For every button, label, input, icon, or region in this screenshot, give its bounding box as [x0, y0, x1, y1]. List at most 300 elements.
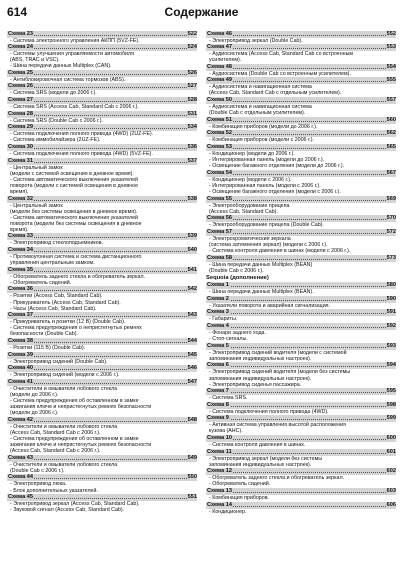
- toc-entry-name: Схема 14: [207, 501, 232, 508]
- toc-entry-item: - Системы улучшения управляемости автомобиля: [10, 51, 134, 58]
- dot-leader: [9, 128, 187, 129]
- toc-entry-name: Схема 45: [8, 494, 33, 501]
- toc-entry-header: [206, 77, 396, 84]
- toc-entry-item: - Звуковой сигнал (Access Cab, Standard Cab).: [10, 507, 125, 514]
- toc-entry-item: - Фонари заднего хода.: [209, 330, 266, 337]
- toc-entry-page: 549: [187, 454, 197, 461]
- toc-entry-item: - Комбинация приборов.: [209, 495, 269, 502]
- dot-leader: [9, 48, 187, 49]
- toc-entry-header: [206, 117, 396, 124]
- toc-entry-item: - Комбинация приборов (модели до 2006 г.).: [209, 123, 318, 130]
- toc-entry-header: [206, 502, 396, 509]
- dot-leader: [9, 35, 187, 36]
- dot-leader: [208, 347, 386, 348]
- toc-entry-header: [206, 255, 396, 262]
- toc-entry-page: 551: [187, 494, 197, 501]
- toc-entry-item: - Электропривод сидений (модели с 2006 г.).: [10, 372, 120, 379]
- dot-leader: [208, 233, 386, 234]
- toc-entry-item: - Освещение багажного отделения (модели до 2006 г.).: [209, 163, 345, 170]
- toc-entry-item: - Система иммобилайзера (2UZ-FE).: [10, 137, 101, 144]
- toc-entry-page: 600: [386, 435, 396, 442]
- toc-entry-item: - Система контроля давления в шинах.: [209, 442, 306, 449]
- dot-leader: [208, 506, 386, 507]
- toc-entry-item: усилителем).: [209, 57, 242, 64]
- toc-entry-page: 531: [187, 110, 197, 117]
- toc-entry-item: - Электропривод зеркал (Access Cab, Standard Cab).: [10, 501, 140, 508]
- dot-leader: [9, 290, 187, 291]
- toc-entry-item: - Система SRS (Access Cab, Standard Cab с 2006 г.).: [10, 104, 139, 111]
- toc-entry-name: Схема 11: [207, 448, 232, 455]
- dot-leader: [9, 148, 187, 149]
- toc-entry-item: (модели до 2006 г.).: [10, 410, 59, 417]
- toc-entry-item: зажигания ключе и непристегнутых ремнях безопасности: [10, 404, 152, 411]
- dot-leader: [9, 383, 187, 384]
- toc-entry-page: 545: [187, 351, 197, 358]
- toc-entry-header: [206, 449, 396, 456]
- toc-entry-item: (Access Cab, Standard Cab).: [209, 208, 278, 215]
- toc-entry-item: - Обогреватель заднего стекла и обогреватель зеркал.: [209, 475, 345, 482]
- toc-entry-item: - Система электронного управления АКПП (5VZ-FE).: [10, 37, 140, 44]
- toc-entry-page: 598: [386, 401, 396, 408]
- toc-entry-name: Схема 49: [207, 77, 232, 84]
- toc-entry-name: Схема 5: [207, 342, 229, 349]
- toc-entry-page: 573: [386, 254, 396, 261]
- dot-leader: [208, 121, 386, 122]
- toc-entry-header: [206, 388, 396, 395]
- toc-entry-item: кузова (AHC).: [209, 428, 243, 435]
- dot-leader: [208, 286, 386, 287]
- dot-leader: [9, 478, 187, 479]
- toc-entry-item: - Система автоматического выключения указателей: [10, 214, 138, 221]
- toc-entry-item: время).: [10, 188, 29, 195]
- toc-entry-item: - Электрохроматические зеркала: [209, 235, 291, 242]
- dot-leader: [208, 134, 386, 135]
- toc-entry-header: [206, 196, 396, 203]
- toc-entry-header: [206, 144, 396, 151]
- dot-leader: [208, 200, 386, 201]
- toc-entry-item: - Интегрированная панель (модели с 2006 г.).: [209, 182, 321, 189]
- toc-entry-header: [7, 379, 197, 386]
- toc-entry-item: (модели без системы освещения в дневное время).: [10, 208, 138, 215]
- toc-entry-item: (Double Cab с 2006 г.).: [10, 467, 65, 474]
- toc-entry-header: [206, 323, 396, 330]
- toc-entry-item: - Кондиционер (модели до 2006 г.).: [209, 150, 295, 157]
- toc-entry-header: [7, 144, 197, 151]
- toc-right-column: [206, 30, 396, 566]
- toc-entry-item: - Часы (Access Cab, Standard Cab).: [10, 305, 97, 312]
- toc-entry-name: Схема 32: [8, 195, 33, 202]
- toc-entry-page: 547: [187, 378, 197, 385]
- toc-entry-item: - Шина передачи данных Multiplex (BEAN): [209, 261, 313, 268]
- dot-leader: [208, 406, 386, 407]
- dot-leader: [9, 316, 187, 317]
- toc-entry-name: Схема 28: [8, 110, 33, 117]
- toc-entry-item: управления центральным замком.: [10, 260, 95, 267]
- dot-leader: [9, 421, 187, 422]
- toc-entry-item: - Система SRS (Double Cab с 2006 г.).: [10, 117, 103, 124]
- toc-entry-item: - Электропривод сидений (Double Cab).: [10, 358, 108, 365]
- toc-entry-item: - Система контроля давления в шинах (модели с 2006 г.).: [209, 247, 351, 254]
- toc-entry-header: [206, 343, 396, 350]
- toc-entry-header: [7, 474, 197, 481]
- toc-entry-page: 570: [386, 215, 396, 222]
- toc-entry-header: [7, 312, 197, 319]
- toc-entry-item: - Система SRS (модели до 2006 г.).: [10, 90, 97, 97]
- toc-entry-page: 595: [386, 388, 396, 395]
- toc-entry-page: 536: [187, 143, 197, 150]
- toc-entry-page: 538: [187, 195, 197, 202]
- toc-entry-page: 591: [386, 309, 396, 316]
- toc-entry-header: [7, 247, 197, 254]
- toc-entry-item: - Система предупреждения о непристегнутых ремнях: [10, 325, 142, 332]
- toc-entry-item: - Освещение багажного отделения (модели с 2006 г.).: [209, 188, 341, 195]
- toc-entry-page: 524: [187, 44, 197, 51]
- toc-entry-item: время).: [10, 226, 29, 233]
- toc-entry-item: - Шина передачи данных Multiplex (BEAN).: [209, 289, 314, 296]
- toc-entry-name: Схема 27: [8, 97, 33, 104]
- toc-entry-item: - Прикуриватель и розетки (12 В) (Double Cab).: [10, 319, 126, 326]
- toc-entry-name: Схема 52: [207, 130, 232, 137]
- toc-entry-item: - Аудиосистема (Access Cab, Standard Cab со встроенным: [209, 51, 354, 58]
- toc-entry-page: 580: [386, 282, 396, 289]
- toc-entry-page: 590: [386, 295, 396, 302]
- toc-entry-page: 572: [386, 228, 396, 235]
- toc-entry-page: 594: [386, 362, 396, 369]
- toc-entry-page: 565: [386, 143, 396, 150]
- toc-entry-header: [7, 31, 197, 38]
- toc-entry-name: Схема 46: [207, 30, 232, 37]
- toc-entry-name: Схема 40: [8, 365, 33, 372]
- toc-entry-item: - Обогреватель заднего стекла и обогреватель зеркал.: [10, 273, 146, 280]
- toc-entry-item: - Электрооборудование прицепа (Double Cab).: [209, 222, 324, 229]
- toc-entry-name: Схема 29: [8, 124, 33, 131]
- toc-entry-page: 603: [386, 488, 396, 495]
- toc-entry-item: - Электропривод сидений водителя (модели с системой: [209, 349, 347, 356]
- toc-entry-page: 599: [386, 415, 396, 422]
- toc-entry-header: [206, 215, 396, 222]
- toc-entry-name: Схема 43: [8, 454, 33, 461]
- toc-entry-name: Схема 8: [207, 401, 229, 408]
- toc-entry-header: [206, 97, 396, 104]
- toc-entry-item: - Система подключения полного привода (4WD) (5VZ-FE).: [10, 150, 153, 157]
- toc-entry-name: Схема 42: [8, 416, 33, 423]
- toc-entry-header: [206, 282, 396, 289]
- toc-entry-name: Схема 57: [207, 228, 232, 235]
- toc-entry-item: - Электропривод зеркал (модели без системы: [209, 455, 323, 462]
- toc-entry-item: - Антиблокировочная система тормозов (ABS).: [10, 76, 126, 83]
- toc-entry-item: (модели с системой освещения в дневное время).: [10, 170, 134, 177]
- toc-entry-item: - Шина передачи данных Multiplex (CAN).: [10, 63, 112, 70]
- toc-entry-header: [7, 417, 197, 424]
- page-header: [7, 4, 396, 24]
- dot-leader: [9, 271, 187, 272]
- dot-leader: [9, 162, 187, 163]
- toc-entry-name: Схема 34: [8, 247, 33, 254]
- toc-entry-header: [7, 286, 197, 293]
- toc-entry-header: [206, 130, 396, 137]
- toc-entry-header: [206, 309, 396, 316]
- toc-entry-name: Схема 23: [8, 30, 33, 37]
- dot-leader: [208, 439, 386, 440]
- toc-entry-page: 562: [386, 130, 396, 137]
- dot-leader: [208, 472, 386, 473]
- toc-entry-header: [7, 97, 197, 104]
- toc-entry-page: 539: [187, 233, 197, 240]
- toc-entry-header: [7, 196, 197, 203]
- toc-entry-item: (модели до 2006 г.).: [10, 391, 59, 398]
- toc-entry-item: - Электропривод зеркал (Double Cab).: [209, 37, 303, 44]
- dot-leader: [208, 101, 386, 102]
- toc-entry-page: 555: [386, 77, 396, 84]
- toc-entry-name: Схема 41: [8, 378, 33, 385]
- toc-entry-name: Схема 35: [8, 266, 33, 273]
- toc-entry-item: - Интегрированная панель (модели до 2006 г.).: [209, 157, 325, 164]
- toc-entry-header: [7, 267, 197, 274]
- toc-entry-item: - Центральный замок: [10, 202, 63, 209]
- toc-entry-item: - Аудиосистема (Double Cab со встроенным усилителем).: [209, 70, 351, 77]
- toc-entry-header: [7, 83, 197, 90]
- toc-entry-name: Схема 1: [207, 282, 229, 289]
- dot-leader: [9, 251, 187, 252]
- dot-leader: [9, 237, 187, 238]
- toc-entry-item: запоминания индивидуальных настроек).: [209, 355, 312, 362]
- toc-entry-item: (Access Cab, Standard Cab с 2006 г.).: [10, 448, 101, 455]
- toc-entry-header: [206, 415, 396, 422]
- toc-entry-name: Схема 9: [207, 415, 229, 422]
- toc-entry-item: - Очистители и омыватели лобового стекла: [10, 461, 118, 468]
- toc-entry-header: [206, 402, 396, 409]
- dot-leader: [208, 300, 386, 301]
- toc-entry-item: запоминания индивидуальных настроек).: [209, 461, 312, 468]
- toc-entry-name: Схема 13: [207, 488, 232, 495]
- toc-entry-name: Схема 50: [207, 97, 232, 104]
- toc-entry-item: - Центральный замок: [10, 164, 63, 171]
- toc-entry-header: [7, 158, 197, 165]
- toc-entry-header: [7, 455, 197, 462]
- toc-entry-item: (Access Cab, Standard Cab с отдельным усилителем).: [209, 90, 342, 97]
- toc-entry-header: [7, 124, 197, 131]
- toc-entry-name: Схема 24: [8, 44, 33, 51]
- toc-entry-item: (Double Cab с 2006 г.).: [209, 267, 264, 274]
- toc-entry-item: - Электропривод сидений водителя (модели без системы: [209, 369, 351, 376]
- toc-entry-page: 552: [386, 30, 396, 37]
- toc-entry-header: [7, 352, 197, 359]
- toc-entry-name: Схема 37: [8, 312, 33, 319]
- toc-entry-page: 557: [386, 97, 396, 104]
- toc-entry-name: Схема 58: [207, 254, 232, 261]
- toc-entry-name: Схема 36: [8, 286, 33, 293]
- toc-entry-page: 593: [386, 342, 396, 349]
- toc-entry-item: - Система предупреждения об оставленном в замке: [10, 397, 139, 404]
- toc-entry-item: - Противоугонная система и система дистанционного: [10, 254, 142, 261]
- toc-entry-item: - Электропривод сиденья пассажира.: [209, 381, 302, 388]
- toc-entry-page: 606: [386, 501, 396, 508]
- toc-entry-header: [206, 229, 396, 236]
- toc-entry-page: 601: [386, 448, 396, 455]
- toc-entry-name: Схема 6: [207, 362, 229, 369]
- dot-leader: [9, 342, 187, 343]
- page-number: 614: [7, 5, 28, 19]
- toc-entry-header: [206, 362, 396, 369]
- toc-columns: [7, 30, 396, 566]
- toc-entry-header: [7, 44, 197, 51]
- dot-leader: [9, 74, 187, 75]
- toc-entry-item: - Очистители и омыватели лобового стекла: [10, 385, 118, 392]
- toc-entry-item: - Стоп-сигналы.: [209, 336, 248, 343]
- toc-entry-name: Схема 33: [8, 233, 33, 240]
- toc-entry-item: - Очистители и омыватели лобового стекла: [10, 423, 118, 430]
- toc-entry-name: Схема 4: [207, 323, 229, 330]
- toc-entry-name: Схема 10: [207, 435, 232, 442]
- toc-entry-header: [7, 365, 197, 372]
- dot-leader: [9, 101, 187, 102]
- toc-entry-name: Схема 30: [8, 143, 33, 150]
- toc-entry-item: - Система подключения полного привода (4WD) (2UZ-FE).: [10, 131, 154, 138]
- toc-entry-item: - Система автоматического выключения указателей: [10, 176, 138, 183]
- toc-entry-page: 592: [386, 323, 396, 330]
- toc-entry-item: (Access Cab, Standard Cab с 2006 г.).: [10, 429, 101, 436]
- toc-entry-item: - Указатели поворота и аварийная сигнализация.: [209, 302, 330, 309]
- toc-entry-page: 528: [187, 97, 197, 104]
- toc-entry-item: - Прикуриватель (Access Cab, Standard Cab).: [10, 299, 121, 306]
- toc-entry-name: Схема 55: [207, 195, 232, 202]
- toc-entry-item: - Электропривод стеклоподъемников.: [10, 240, 104, 247]
- toc-entry-header: [206, 488, 396, 495]
- toc-entry-name: Схема 47: [207, 44, 232, 51]
- dot-leader: [208, 492, 386, 493]
- dot-leader: [208, 68, 386, 69]
- toc-entry-page: 526: [187, 69, 197, 76]
- toc-entry-name: Схема 7: [207, 388, 229, 395]
- toc-entry-name: Схема 53: [207, 143, 232, 150]
- toc-entry-header: [206, 31, 396, 38]
- dot-leader: [208, 259, 386, 260]
- toc-entry-item: - Кондиционер.: [209, 508, 247, 515]
- toc-entry-item: запоминания индивидуальных настроек).: [209, 375, 312, 382]
- toc-entry-item: (ABS, TRAC и VSC).: [10, 57, 60, 64]
- toc-entry-page: 527: [187, 83, 197, 90]
- toc-entry-header: [206, 44, 396, 51]
- dot-leader: [208, 453, 386, 454]
- toc-entry-page: 560: [386, 116, 396, 123]
- toc-entry-page: 541: [187, 266, 197, 273]
- toc-entry-page: 602: [386, 468, 396, 475]
- toc-entry-item: - Габариты.: [209, 316, 238, 323]
- section-heading: Sequoia (дополнение): [206, 274, 269, 281]
- toc-entry-item: - Обогреватель сидений.: [209, 481, 271, 488]
- toc-entry-item: - Обогреватель сидений.: [10, 279, 72, 286]
- toc-entry-page: 554: [386, 63, 396, 70]
- toc-entry-page: 522: [187, 30, 197, 37]
- toc-entry-name: Схема 48: [207, 63, 232, 70]
- toc-entry-name: Схема 51: [207, 116, 232, 123]
- toc-entry-page: 542: [187, 286, 197, 293]
- toc-entry-header: [206, 64, 396, 71]
- toc-entry-header: [206, 435, 396, 442]
- toc-entry-page: 537: [187, 157, 197, 164]
- toc-entry-page: 544: [187, 338, 197, 344]
- toc-entry-page: 569: [386, 195, 396, 202]
- dot-leader: [9, 200, 187, 201]
- toc-entry-name: Схема 38: [8, 338, 33, 344]
- toc-entry-header: [7, 494, 197, 501]
- toc-entry-name: Схема 54: [207, 169, 232, 176]
- toc-entry-item: - Электрооборудование прицепа: [209, 202, 290, 209]
- toc-entry-page: 546: [187, 365, 197, 372]
- toc-entry-item: (система затемнения зеркал) (модели с 2006 г.).: [209, 241, 328, 248]
- dot-leader: [208, 219, 386, 220]
- dot-leader: [9, 498, 187, 499]
- dot-leader: [9, 115, 187, 116]
- toc-entry-item: - Блок дополнительных указателей.: [10, 487, 98, 494]
- toc-entry-item: (Double Cab с отдельным усилителем).: [209, 110, 306, 117]
- toc-entry-header: [7, 338, 197, 345]
- toc-entry-page: 540: [187, 247, 197, 254]
- dot-leader: [208, 313, 386, 314]
- dot-leader: [208, 366, 386, 367]
- dot-leader: [208, 392, 386, 393]
- toc-entry-name: Схема 56: [207, 215, 232, 222]
- toc-entry-page: 534: [187, 124, 197, 131]
- dot-leader: [208, 81, 386, 82]
- toc-entry-name: Схема 12: [207, 468, 232, 475]
- toc-entry-item: - Аудиосистема и навигационная система: [209, 84, 312, 91]
- dot-leader: [208, 148, 386, 149]
- toc-entry-item: - Электропривод люка.: [10, 481, 67, 488]
- dot-leader: [9, 87, 187, 88]
- toc-entry-item: - Аудиосистема и навигационная система: [209, 104, 312, 111]
- dot-leader: [9, 356, 187, 357]
- toc-entry-item: - Система подключения полного привода (4WD).: [209, 408, 329, 415]
- toc-entry-name: Схема 2: [207, 295, 229, 302]
- dot-leader: [9, 369, 187, 370]
- toc-entry-item: безопасности (Double Cab).: [10, 331, 78, 338]
- dot-leader: [9, 459, 187, 460]
- toc-entry-header: [7, 70, 197, 77]
- toc-entry-item: - Розетки (Access Cab, Standard Cab).: [10, 293, 103, 300]
- dot-leader: [208, 35, 386, 36]
- toc-entry-page: 548: [187, 416, 197, 423]
- toc-entry-name: Схема 44: [8, 474, 33, 481]
- toc-entry-item: - Розетки (115 В) (Double Cab).: [10, 345, 86, 351]
- dot-leader: [208, 48, 386, 49]
- toc-left-column: [7, 30, 197, 566]
- dot-leader: [208, 327, 386, 328]
- toc-entry-header: [206, 468, 396, 475]
- dot-leader: [208, 419, 386, 420]
- toc-entry-item: поворота (модели без системы освещения в дневное: [10, 220, 142, 227]
- toc-entry-name: Схема 25: [8, 69, 33, 76]
- dot-leader: [208, 174, 386, 175]
- toc-entry-name: Схема 39: [8, 351, 33, 358]
- toc-entry-page: 567: [386, 169, 396, 176]
- toc-entry-item: - Система предупреждения об оставленном в замке: [10, 435, 139, 442]
- toc-entry-item: зажигания ключе и непристегнутых ремнях безопасности: [10, 442, 152, 449]
- page-title: Содержание: [164, 5, 239, 19]
- toc-entry-name: Схема 3: [207, 309, 229, 316]
- toc-entry-item: - Активная система управления высотой расположения: [209, 422, 346, 429]
- toc-entry-item: - Система SRS.: [209, 395, 248, 402]
- toc-entry-name: Схема 26: [8, 83, 33, 90]
- toc-entry-header: [206, 170, 396, 177]
- toc-entry-name: Схема 31: [8, 157, 33, 164]
- toc-entry-item: - Кондиционер (модели с 2006 г.).: [209, 176, 292, 183]
- toc-entry-page: 543: [187, 312, 197, 319]
- toc-entry-item: - Комбинация приборов (модели с 2006 г.).: [209, 137, 314, 144]
- toc-entry-header: [7, 111, 197, 118]
- toc-entry-page: 553: [386, 44, 396, 51]
- toc-entry-header: [206, 296, 396, 303]
